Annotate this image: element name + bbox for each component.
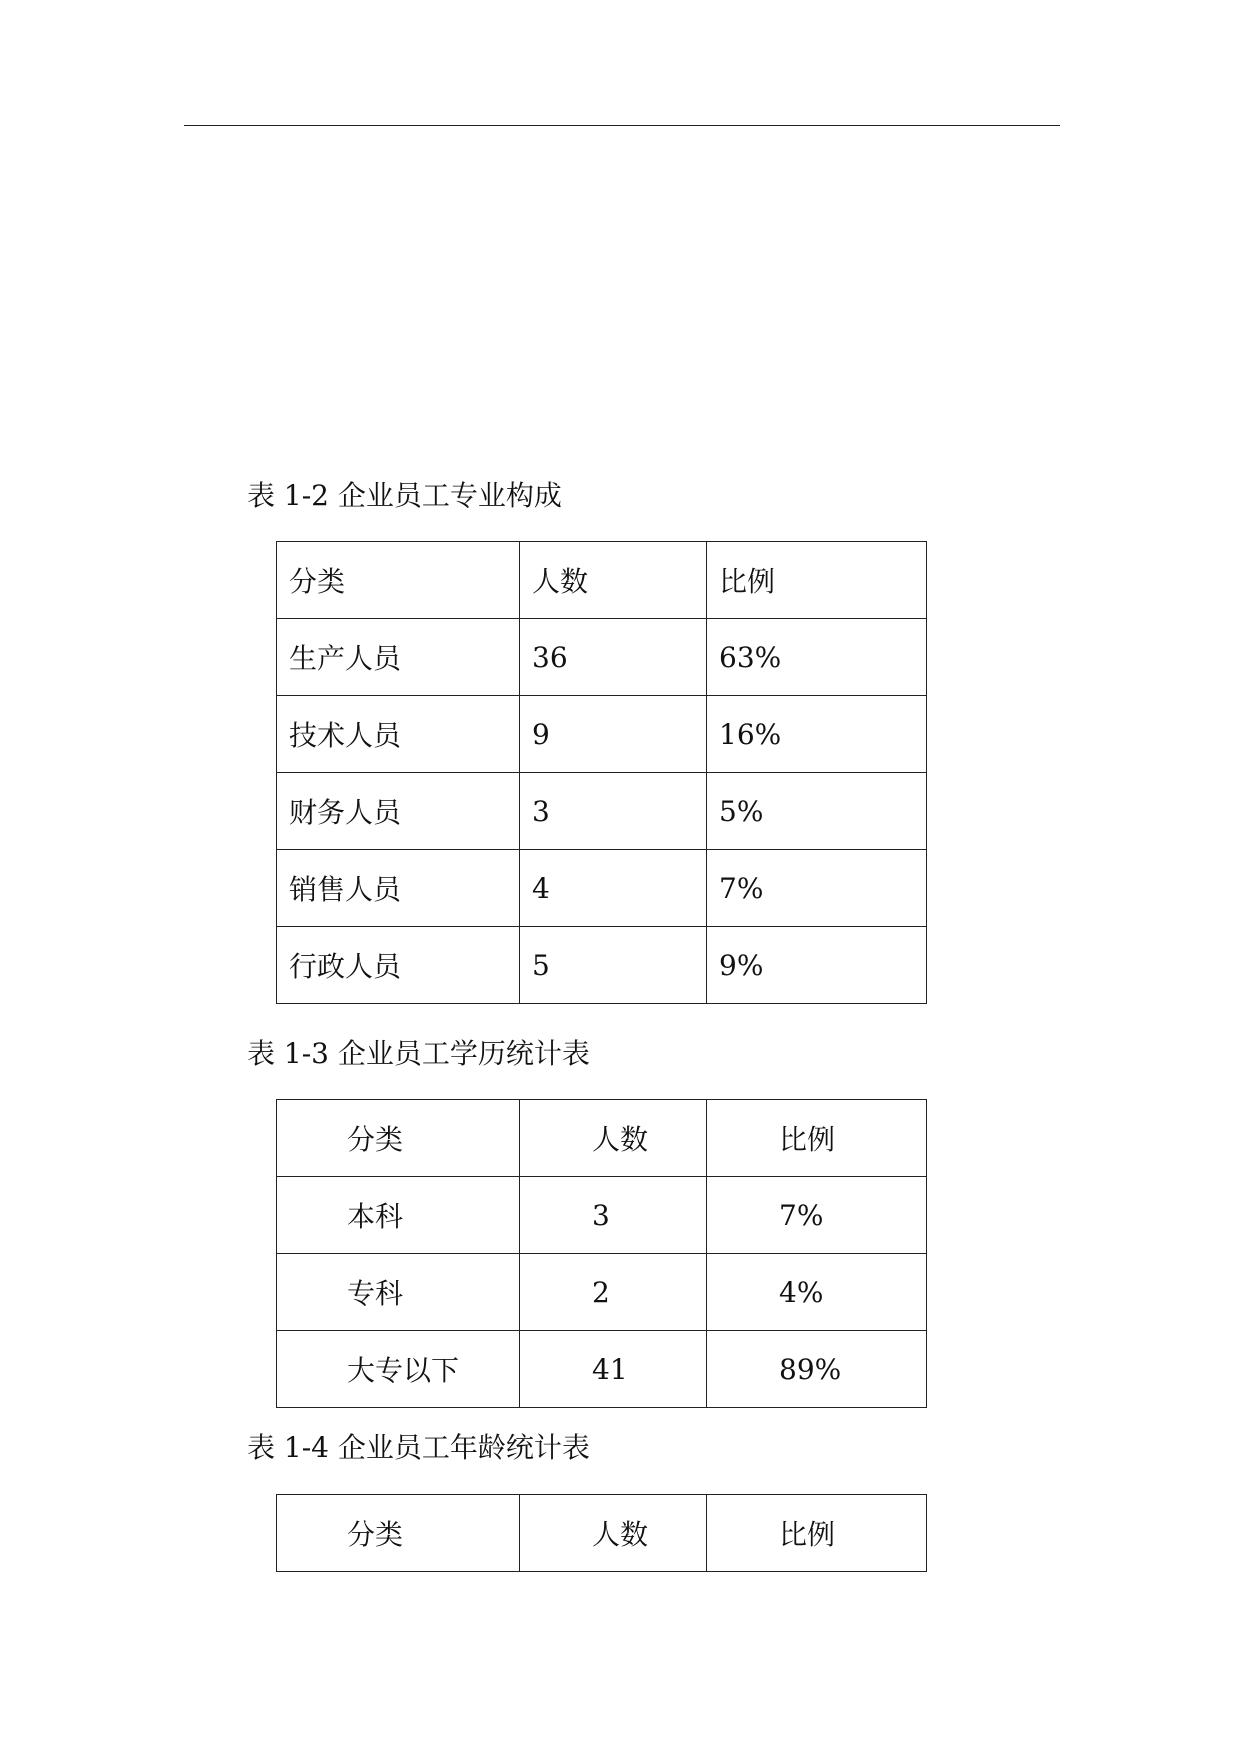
header-count: 人数 — [520, 1495, 707, 1572]
cell-ratio: 4% — [707, 1254, 927, 1331]
cell-ratio: 9% — [707, 927, 927, 1004]
table-row — [277, 1331, 927, 1408]
cell-category: 销售人员 — [277, 850, 520, 927]
cell-count: 2 — [520, 1254, 707, 1331]
table-row — [277, 850, 927, 927]
cell-category: 生产人员 — [277, 619, 520, 696]
cell-count: 4 — [520, 850, 707, 927]
header-count: 人数 — [520, 1100, 707, 1177]
cell-ratio: 89% — [707, 1331, 927, 1408]
cell-count: 3 — [520, 1177, 707, 1254]
table-row — [277, 696, 927, 773]
cell-category: 技术人员 — [277, 696, 520, 773]
cell-category: 专科 — [277, 1254, 520, 1331]
page-header-rule — [184, 125, 1060, 126]
table-1-3-caption: 表 1-3 企业员工学历统计表 — [247, 1037, 590, 1070]
cell-count: 9 — [520, 696, 707, 773]
table-header-row — [277, 1495, 927, 1572]
table-1-4-caption: 表 1-4 企业员工年龄统计表 — [247, 1431, 590, 1464]
cell-count: 3 — [520, 773, 707, 850]
table-1-4 — [276, 1494, 927, 1572]
cell-count: 41 — [520, 1331, 707, 1408]
cell-ratio: 7% — [707, 850, 927, 927]
cell-ratio: 7% — [707, 1177, 927, 1254]
table-row — [277, 1254, 927, 1331]
header-ratio: 比例 — [707, 1495, 927, 1572]
header-category: 分类 — [277, 1100, 520, 1177]
cell-ratio: 16% — [707, 696, 927, 773]
cell-category: 本科 — [277, 1177, 520, 1254]
table-1-2 — [276, 541, 927, 1004]
header-category: 分类 — [277, 542, 520, 619]
table-row — [277, 1177, 927, 1254]
header-count: 人数 — [520, 542, 707, 619]
header-ratio: 比例 — [707, 1100, 927, 1177]
cell-category: 财务人员 — [277, 773, 520, 850]
table-row — [277, 773, 927, 850]
cell-count: 5 — [520, 927, 707, 1004]
table-row — [277, 927, 927, 1004]
header-category: 分类 — [277, 1495, 520, 1572]
header-ratio: 比例 — [707, 542, 927, 619]
table-header-row — [277, 542, 927, 619]
table-1-2-caption: 表 1-2 企业员工专业构成 — [247, 479, 562, 512]
table-header-row — [277, 1100, 927, 1177]
cell-ratio: 63% — [707, 619, 927, 696]
table-row — [277, 619, 927, 696]
cell-ratio: 5% — [707, 773, 927, 850]
cell-category: 行政人员 — [277, 927, 520, 1004]
table-1-3 — [276, 1099, 927, 1408]
cell-count: 36 — [520, 619, 707, 696]
cell-category: 大专以下 — [277, 1331, 520, 1408]
